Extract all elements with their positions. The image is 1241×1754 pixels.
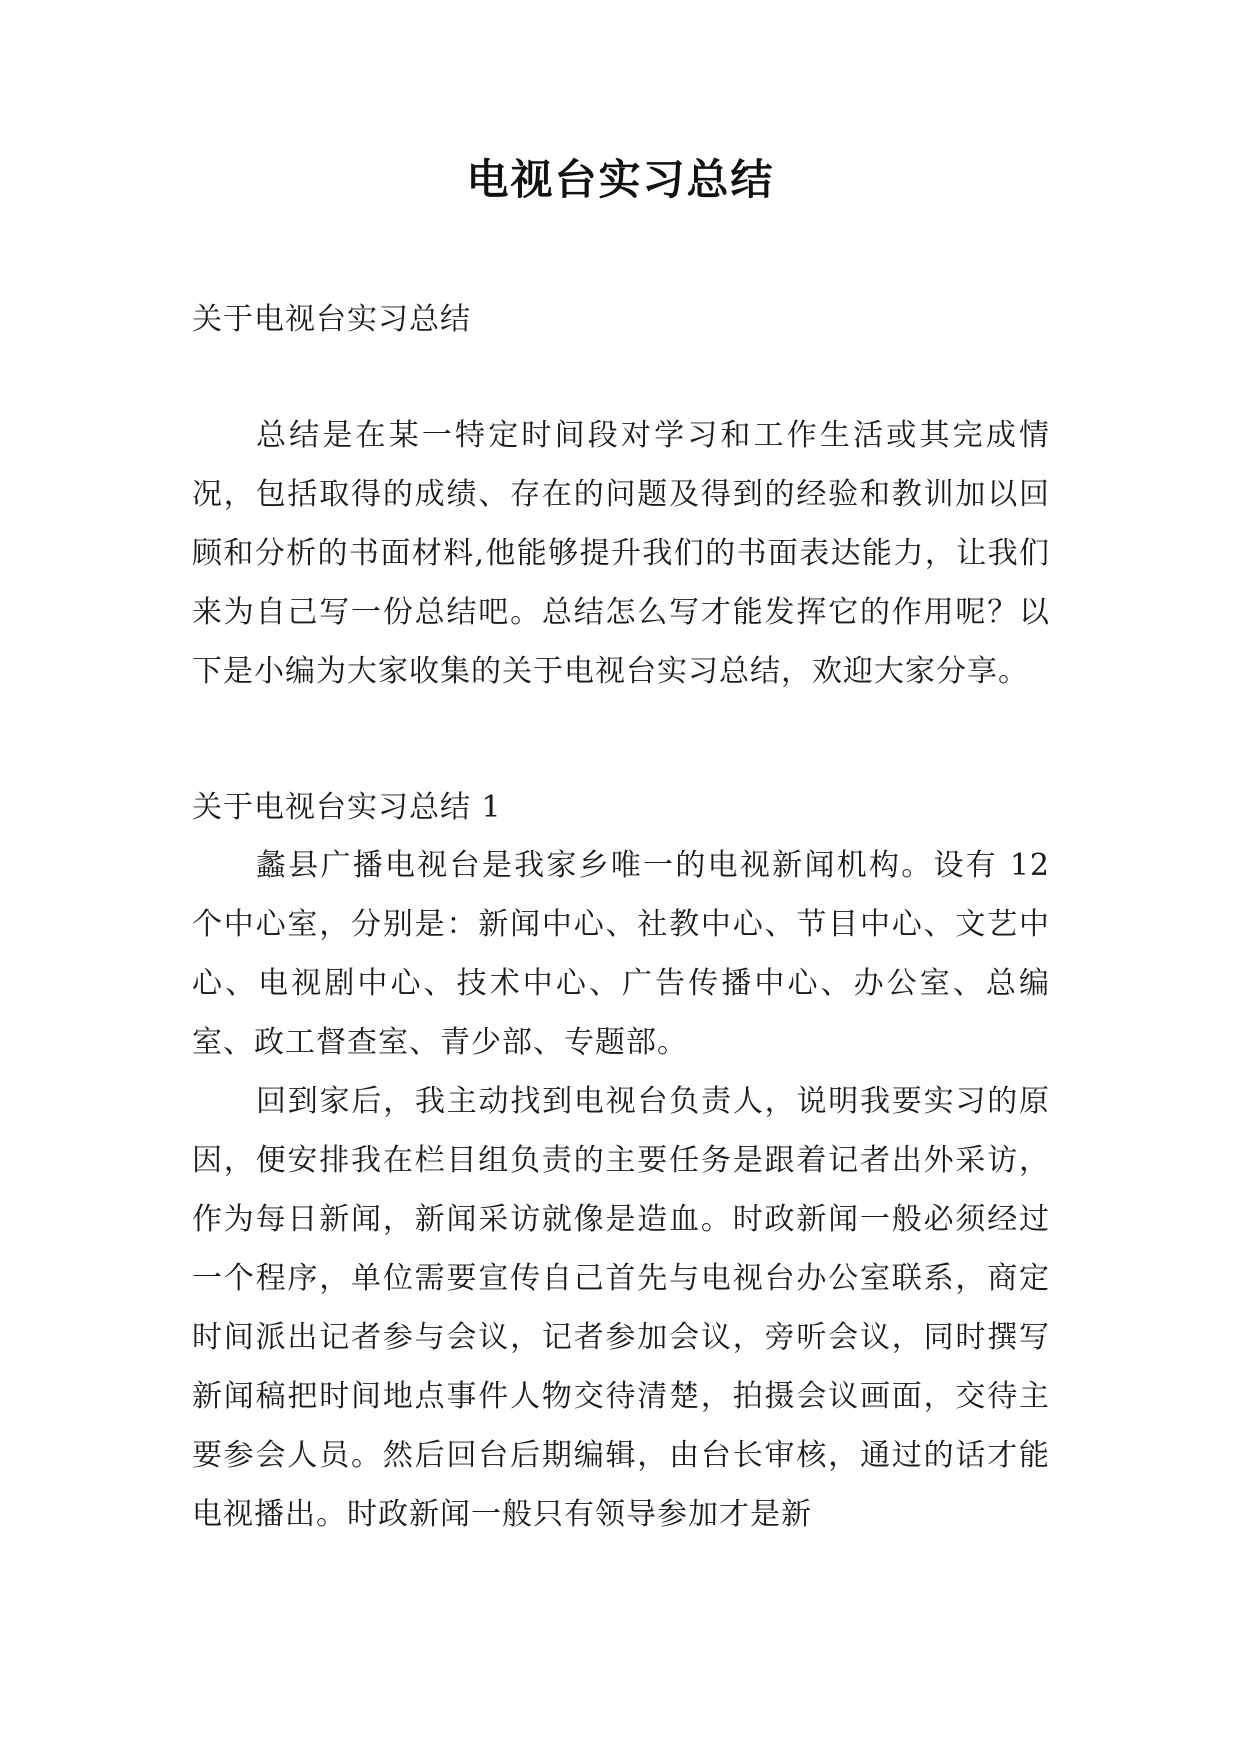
- document-subtitle: 关于电视台实习总结: [192, 302, 471, 337]
- section-paragraph: 回到家后，我主动找到电视台负责人，说明我要实习的原因，便安排我在栏目组负责的主要任务是跟着记者出外采访，作为每日新闻，新闻采访就像是造血。时政新闻一般必须经过一个程序，单位需要宣传自己首先与电视台办公室联系，商定时间派出记者参与会议，记者参加会议，旁听会议，同时撰写新闻稿把时间地点事件人物交待清楚，拍摄会议画面，交待主要参会人员。然后回台后期编辑，由台长审核，通过的话才能电视播出。时政新闻一般只有领导参加才是新: [192, 1084, 1050, 1532]
- document-title: 电视台实习总结: [466, 155, 775, 204]
- section-heading: 关于电视台实习总结 1: [192, 790, 502, 825]
- intro-paragraph: 总结是在某一特定时间段对学习和工作生活或其完成情况，包括取得的成绩、存在的问题及得到的经验和教训加以回顾和分析的书面材料,他能够提升我们的书面表达能力，让我们来为自己写一份总结吧。总结怎么写才能发挥它的作用呢？以下是小编为大家收集的关于电视台实习总结，欢迎大家分享。: [192, 418, 1050, 689]
- section-paragraph: 蠡县广播电视台是我家乡唯一的电视新闻机构。设有 12 个中心室，分别是：新闻中心、社教中心、节目中心、文艺中心、电视剧中心、技术中心、广告传播中心、办公室、总编室、政工督查室、青少部、专题部。: [192, 848, 1050, 1060]
